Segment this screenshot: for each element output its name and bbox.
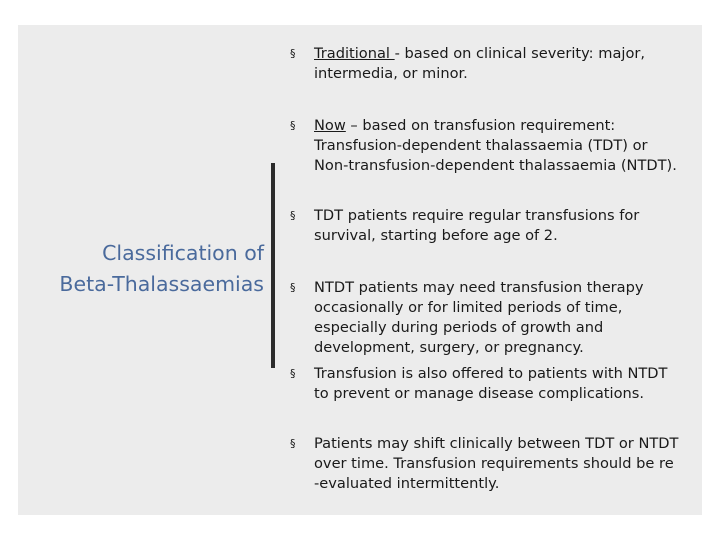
bullet-line: Non-transfusion-dependent thalassaemia (NTDT). [314, 157, 677, 174]
bullet-text [314, 434, 700, 494]
bullet-line: Patients may shift clinically between TDT or NTDT [314, 435, 679, 452]
bullet-marker-icon: § [290, 367, 296, 380]
bullet-line [314, 116, 700, 136]
bullet-item-transfusion-offered [290, 364, 700, 404]
bullet-line: occasionally or for limited periods of time, [314, 299, 623, 316]
bullet-item-shift [290, 434, 700, 494]
bullet-marker-icon: § [290, 47, 296, 60]
vertical-divider [271, 163, 275, 368]
bullet-text [314, 278, 700, 358]
bullet-line: NTDT patients may need transfusion therapy [314, 279, 644, 296]
bullet-line: survival, starting before age of 2. [314, 227, 558, 244]
bullet-line: intermedia, or minor. [314, 65, 468, 82]
bullet-line [314, 44, 700, 64]
bullet-text [314, 364, 700, 404]
bullet-marker-icon: § [290, 437, 296, 450]
bullet-item-traditional [290, 44, 700, 84]
slide-title-line-1: Classification of [102, 241, 264, 265]
slide-title [20, 238, 264, 300]
bullet-text-segment: – based on transfusion requirement: [345, 117, 616, 134]
bullet-line: to prevent or manage disease complications. [314, 385, 645, 402]
bullet-text [314, 44, 700, 84]
bullet-text-segment: - based on clinical severity: major, [394, 45, 646, 62]
slide-title-line-2: Beta-Thalassaemias [59, 272, 264, 296]
bullet-line: over time. Transfusion requirements should be re [314, 455, 674, 472]
bullet-text [314, 116, 700, 176]
bullet-text [314, 206, 700, 246]
bullet-line: Transfusion is also offered to patients with NTDT [314, 365, 668, 382]
bullet-item-now [290, 116, 700, 176]
bullet-lead-term: Traditional [314, 45, 395, 62]
bullet-line: development, surgery, or pregnancy. [314, 339, 584, 356]
bullet-line: Transfusion-dependent thalassaemia (TDT) or [314, 137, 648, 154]
bullet-marker-icon: § [290, 209, 296, 222]
bullet-line: especially during periods of growth and [314, 319, 604, 336]
bullet-marker-icon: § [290, 281, 296, 294]
bullet-line: -evaluated intermittently. [314, 475, 500, 492]
bullet-item-tdt [290, 206, 700, 246]
bullet-lead-term: Now [314, 117, 346, 134]
bullet-line: TDT patients require regular transfusions for [314, 207, 640, 224]
bullet-marker-icon: § [290, 119, 296, 132]
bullet-item-ntdt [290, 278, 700, 358]
